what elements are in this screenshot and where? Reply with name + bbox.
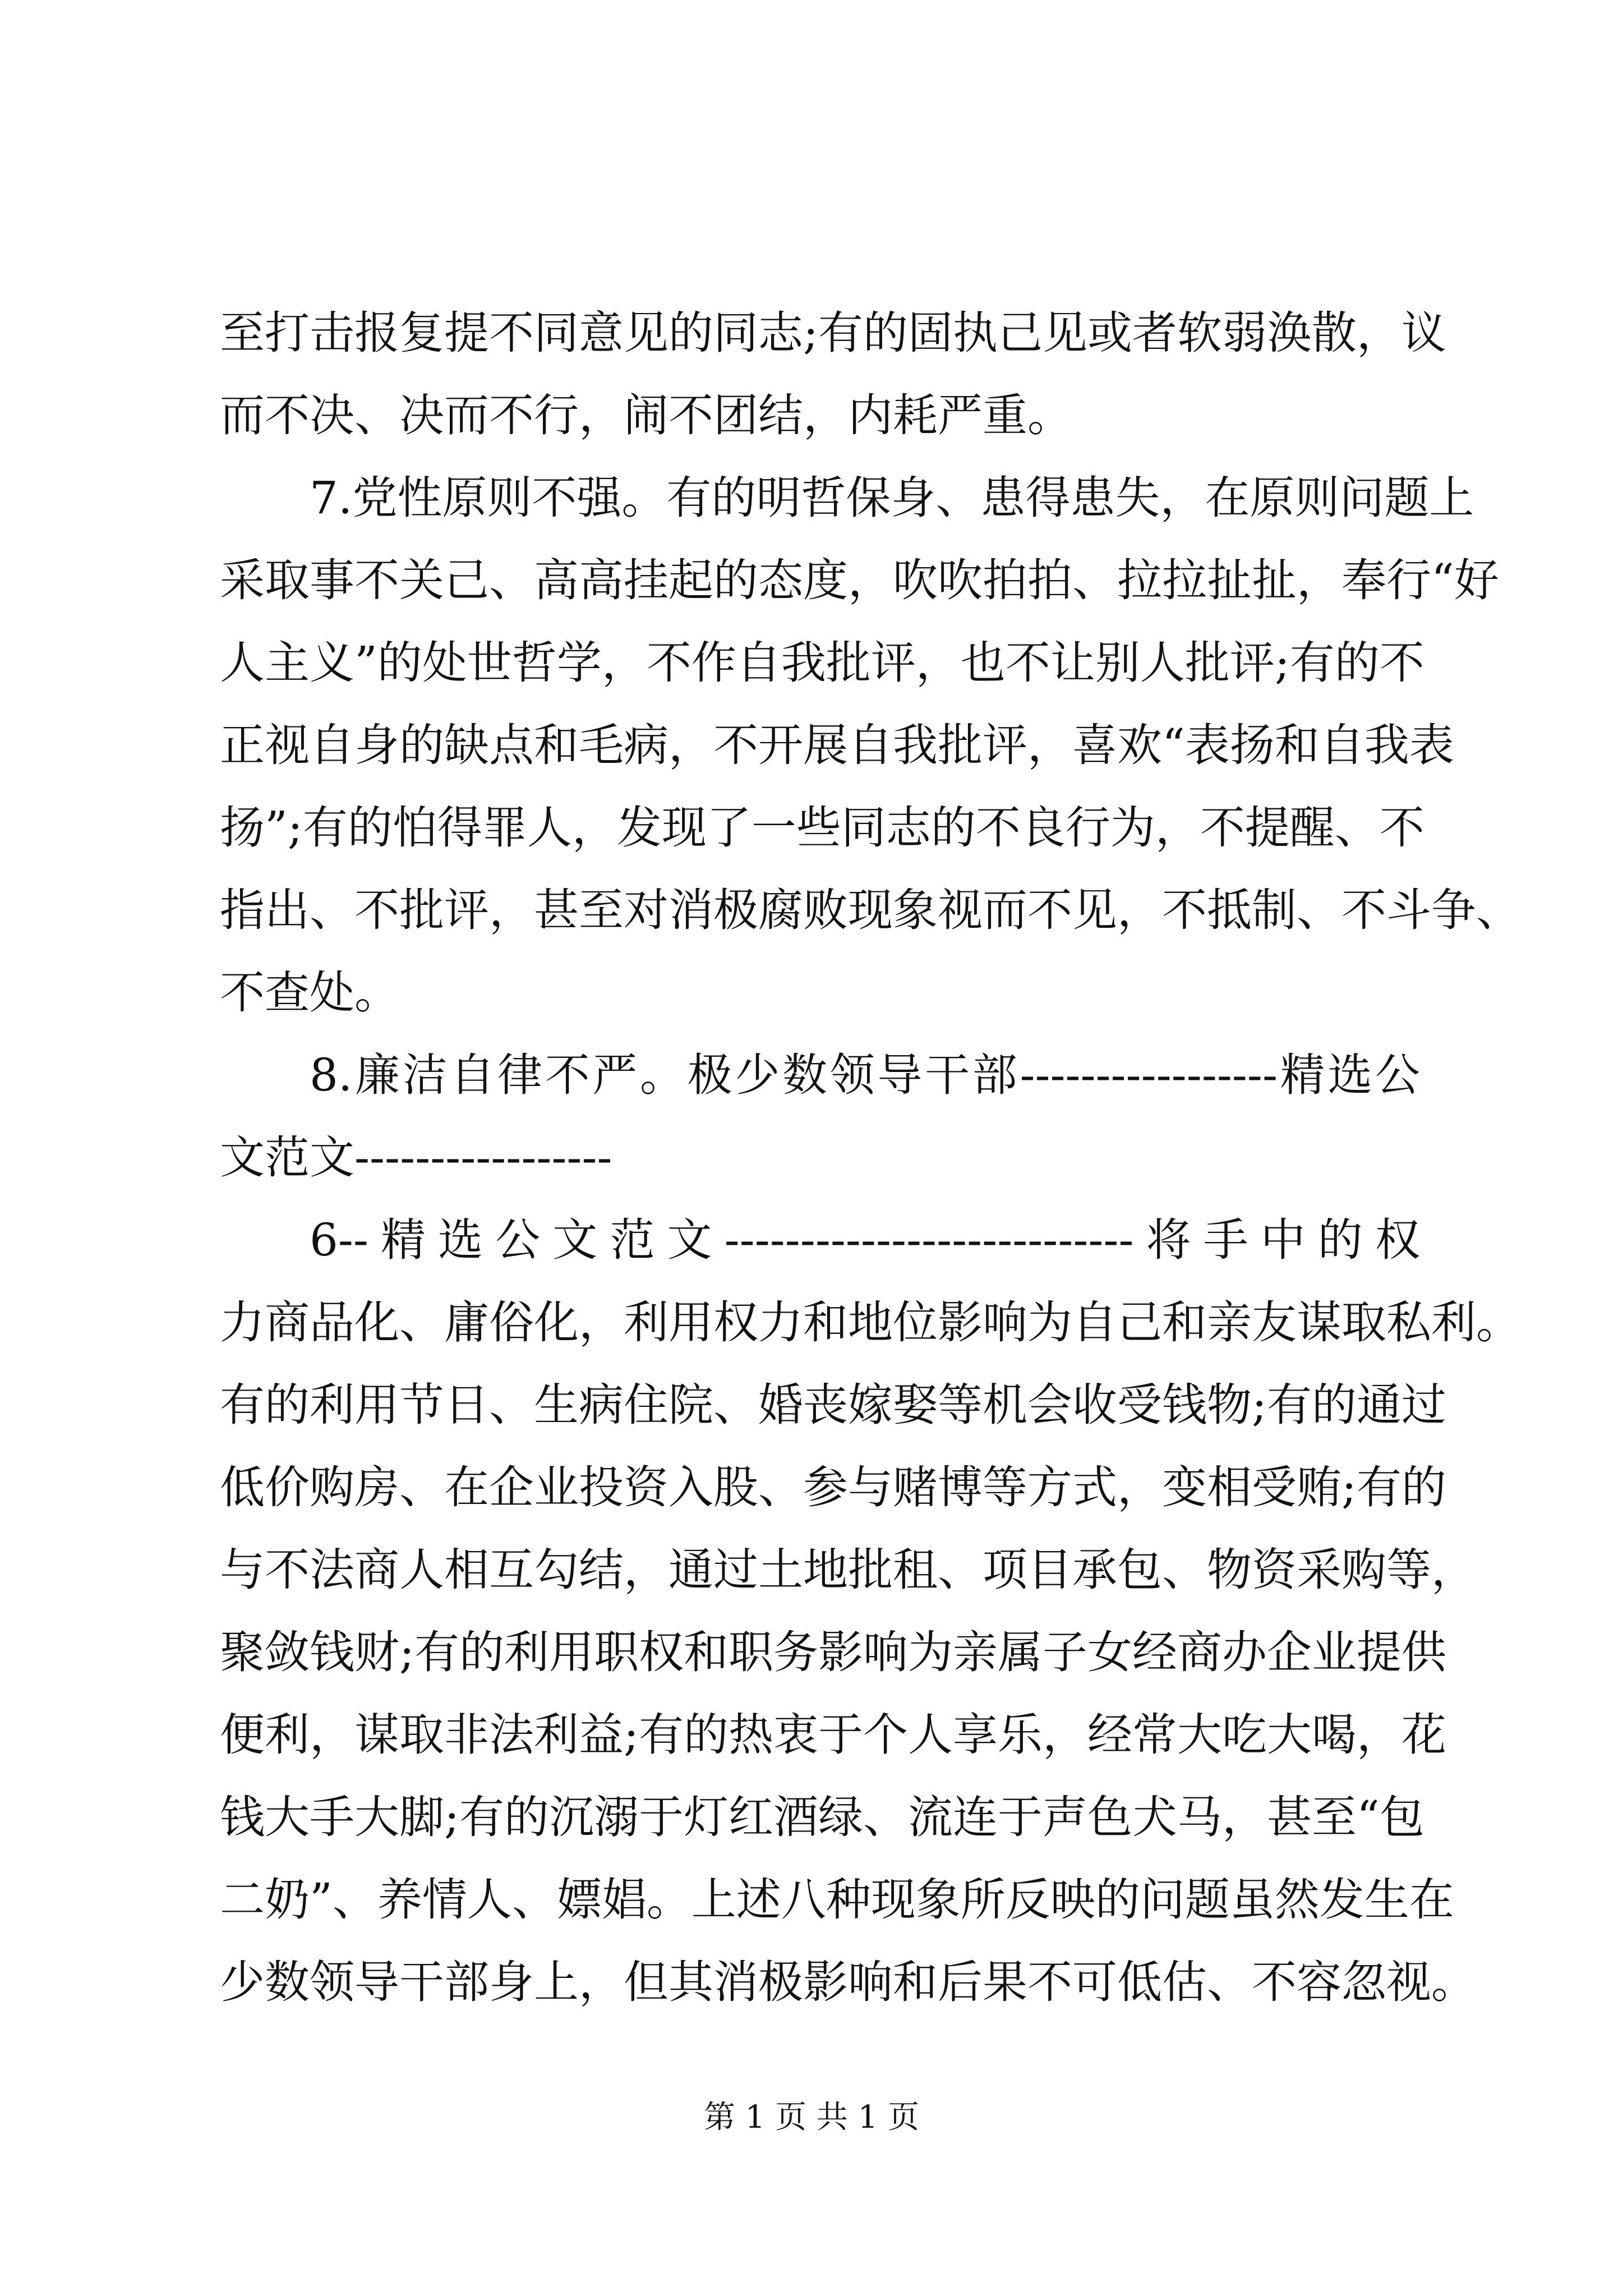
text-line: 扬”;有的怕得罪人，发现了一些同志的不良行为，不提醒、不 xyxy=(220,802,1424,854)
text-line: 人主义”的处世哲学，不作自我批评，也不让别人批评;有的不 xyxy=(220,637,1424,689)
text-line: 二奶”、养情人、嫖娼。上述八种现象所反映的问题虽然发生在 xyxy=(220,1874,1454,1926)
text-line: 文范文----------------- xyxy=(220,1131,612,1184)
text-line: 8.廉洁自律不严。极少数领导干部-----------------精选公 xyxy=(310,1049,1420,1101)
paragraph-continuation xyxy=(220,292,1446,457)
text-line: 低价购房、在企业投资入股、参与赌博等方式，变相受贿;有的 xyxy=(220,1461,1446,1513)
text-line: 力商品化、庸俗化，利用权力和地位影响为自己和亲友谋取私利。 xyxy=(220,1296,1521,1349)
paragraph-item-7 xyxy=(220,457,1521,1034)
document-body xyxy=(220,292,1521,2023)
page-number-label: 第 1 页 共 1 页 xyxy=(703,2099,920,2136)
text-line: 聚敛钱财;有的利用职权和职务影响为亲属子女经商办企业提供 xyxy=(220,1626,1446,1678)
text-line: 钱大手大脚;有的沉溺于灯红酒绿、流连于声色犬马，甚至“包 xyxy=(220,1791,1424,1843)
text-line: 至打击报复提不同意见的同志;有的固执己见或者软弱涣散，议 xyxy=(220,307,1446,359)
paragraph-item-8 xyxy=(220,1034,1420,1199)
text-line: 不查处。 xyxy=(220,967,399,1019)
text-line: 指出、不批评，甚至对消极腐败现象视而不见，不抵制、不斗争、 xyxy=(220,884,1521,936)
text-line: 而不决、决而不行，闹不团结，内耗严重。 xyxy=(220,389,1072,441)
text-line: 采取事不关己、高高挂起的态度，吹吹拍拍、拉拉扯扯，奉行“好 xyxy=(220,554,1499,606)
text-line: 有的利用节日、生病住院、婚丧嫁娶等机会收受钱物;有的通过 xyxy=(220,1379,1446,1431)
text-line: 与不法商人相互勾结，通过土地批租、项目承包、物资采购等， xyxy=(220,1544,1476,1596)
text-line: 正视自身的缺点和毛病，不开展自我批评，喜欢“表扬和自我表 xyxy=(220,719,1454,771)
page-footer xyxy=(0,2098,1623,2137)
text-line: 7.党性原则不强。有的明哲保身、患得患失，在原则问题上 xyxy=(310,472,1474,524)
paragraph-continued xyxy=(220,1199,1521,2023)
text-line: 少数领导干部身上，但其消极影响和后果不可低估、不容忽视。 xyxy=(220,1956,1476,2008)
text-line: 6--精选公文范文---------------------------将手中的权 xyxy=(310,1214,1420,1266)
text-line: 便利，谋取非法利益;有的热衷于个人享乐，经常大吃大喝，花 xyxy=(220,1709,1446,1761)
